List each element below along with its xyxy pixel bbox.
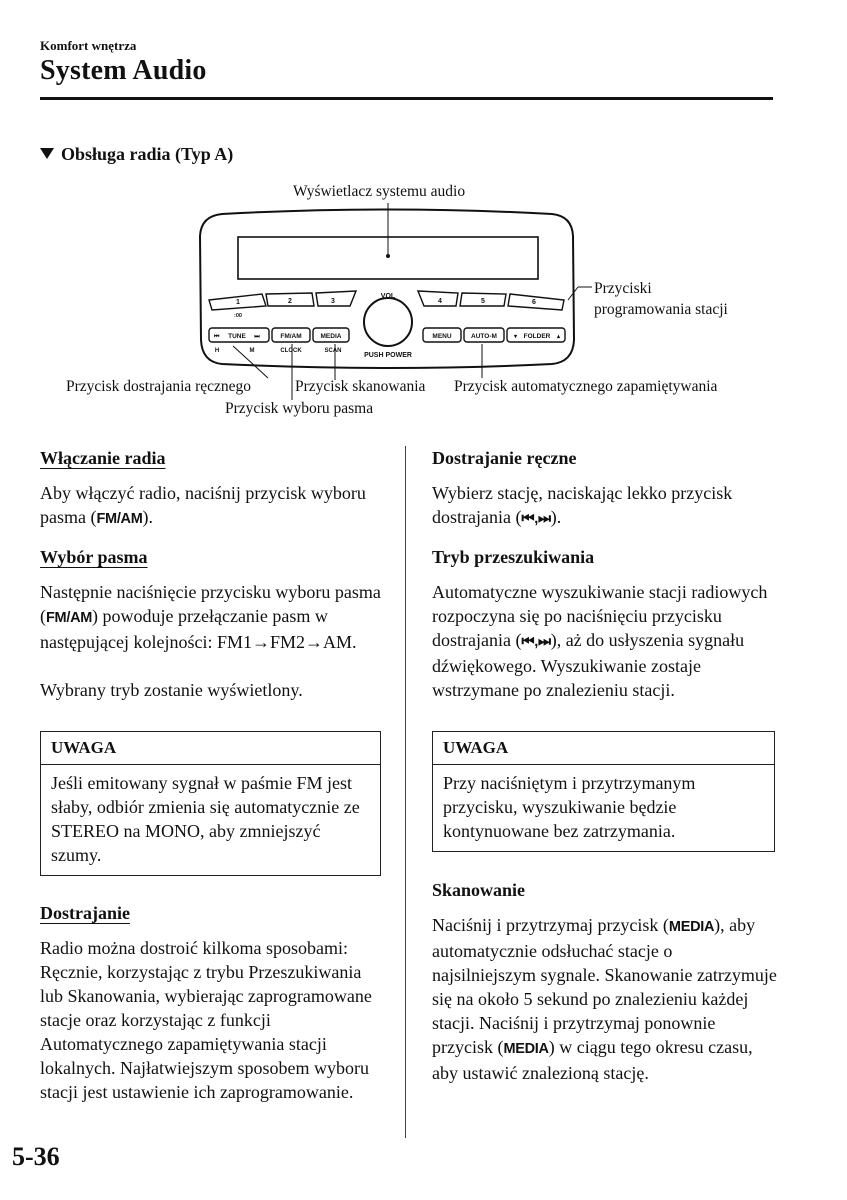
scan-text: SCAN — [324, 348, 342, 354]
seek-text: Automatyczne wyszukiwanie stacji radiowych rozpoczyna się po naciśnięciu przycisku dostrajania (⏮,⏭), aż do usłyszenia sygnału dźwiękowego. Wyszukiwanie zostaje wstrzymane po znalezieniu stacji. — [432, 582, 768, 700]
fmam-key: FM/AM — [96, 511, 143, 527]
preset-buttons-label: Przyciski programowania stacji — [594, 280, 728, 318]
preset-1-text: 1 — [236, 299, 240, 306]
preset-6-text: 6 — [532, 299, 536, 306]
radio-panel-diagram — [0, 0, 847, 430]
preset-5-text: 5 — [481, 298, 485, 305]
display-label: Wyświetlacz systemu audio — [293, 183, 466, 200]
scan-heading: Skanowanie — [432, 880, 526, 900]
radio-on-heading: Włączanie radia — [40, 448, 166, 468]
preset-3-text: 3 — [331, 298, 335, 305]
tune-key: ⏮,⏭ — [521, 634, 551, 650]
left-column-tuning — [40, 901, 385, 1104]
band-select-label: Przycisk wyboru pasma — [225, 400, 374, 417]
volume-knob — [364, 298, 412, 346]
folder-text: FOLDER — [523, 333, 551, 340]
page-number: 5-36 — [12, 1142, 60, 1171]
section-kicker: Komfort wnętrza — [40, 38, 137, 53]
tuning-text: Radio można dostroić kilkoma sposobami: Ręcznie, korzystając z trybu Przeszukiwania lub Skanowania, wybierając zaprogramowane stacje oraz korzystając z funkcji Automatycznego zapamiętywania stacji lokalnych. Najłatwiejszym sposobem wyboru stacji jest ustawienie ich zaprogramowanie. — [40, 938, 372, 1102]
note-body: Jeśli emitowany sygnał w paśmie FM jest słaby, odbiór zmienia się automatycznie ze STEREO na MONO, aby zmniejszyć szumy. — [51, 773, 360, 865]
preset-4-text: 4 — [438, 298, 442, 305]
band-text: Następnie naciśnięcie przycisku wyboru pasma (FM/AM) powoduje przełączanie pasm w następującej kolejności: FM1→FM2→AM. — [40, 582, 381, 652]
display-leader-dot — [386, 254, 390, 258]
fmam-text: FM/AM — [280, 333, 302, 340]
right-column-scan — [432, 878, 777, 1085]
note-body: Przy naciśniętym i przytrzymanym przycisku, wyszukiwanie będzie kontynuowane bez zatrzymania. — [443, 773, 696, 841]
manual-text: Wybierz stację, naciskając lekko przycisk dostrajania (⏮,⏭). — [432, 483, 733, 527]
preset-1-sub-text: :00 — [234, 313, 242, 319]
vol-text: VOL — [380, 293, 396, 300]
fmam-key: FM/AM — [46, 610, 93, 626]
m-text: M — [249, 348, 255, 354]
preset-2-text: 2 — [288, 298, 292, 305]
note-heading: UWAGA — [433, 732, 774, 765]
chapter-title: System Audio — [40, 55, 207, 86]
radio-on-text: Aby włączyć radio, naciśnij przycisk wyboru pasma (FM/AM). — [40, 483, 366, 527]
h-text: H — [214, 348, 220, 354]
auto-memory-label: Przycisk automatycznego zapamiętywania — [454, 378, 718, 395]
seek-heading: Tryb przeszukiwania — [432, 547, 595, 567]
push-power-text: PUSH POWER — [364, 352, 412, 359]
right-column — [432, 446, 777, 702]
tune-next-glyph: ⏭ — [254, 334, 260, 340]
media-text: MEDIA — [320, 333, 342, 340]
subsection-title-text: Obsługa radia (Typ A) — [61, 144, 234, 164]
tuning-heading: Dostrajanie — [40, 903, 130, 923]
clock-text: CLOCK — [280, 348, 302, 354]
tune-text: TUNE — [228, 333, 246, 340]
media-key: MEDIA — [503, 1041, 549, 1057]
column-divider — [405, 446, 406, 1138]
scan-text: Naciśnij i przytrzymaj przycisk (MEDIA), aby automatycznie odsłuchać stacje o najsilniejszym sygnale. Skanowanie zatrzymuje się na około 5 sekund po znalezieniu każdej stacji. Naciśnij i przytrzymaj ponownie przycisk (MEDIA) w ciągu tego okresu czasu, aby ustawić znalezioną stację. — [432, 915, 777, 1083]
note-box-right — [432, 731, 775, 852]
tune-key: ⏮,⏭ — [521, 511, 551, 527]
note-box-left — [40, 731, 381, 876]
left-column — [40, 446, 385, 702]
band-heading: Wybór pasma — [40, 547, 148, 567]
manual-tune-label: Przycisk dostrajania ręcznego — [66, 378, 252, 395]
folder-up-glyph: ▴ — [557, 334, 561, 340]
autom-text: AUTO-M — [471, 333, 497, 340]
band-text-2: Wybrany tryb zostanie wyświetlony. — [40, 680, 303, 700]
note-heading: UWAGA — [41, 732, 380, 765]
menu-text: MENU — [432, 333, 452, 340]
tune-prev-glyph: ⏮ — [214, 334, 220, 340]
media-key: MEDIA — [668, 919, 715, 935]
manual-heading: Dostrajanie ręczne — [432, 448, 577, 468]
scan-button-label: Przycisk skanowania — [295, 378, 426, 395]
folder-down-glyph: ▾ — [514, 334, 518, 340]
